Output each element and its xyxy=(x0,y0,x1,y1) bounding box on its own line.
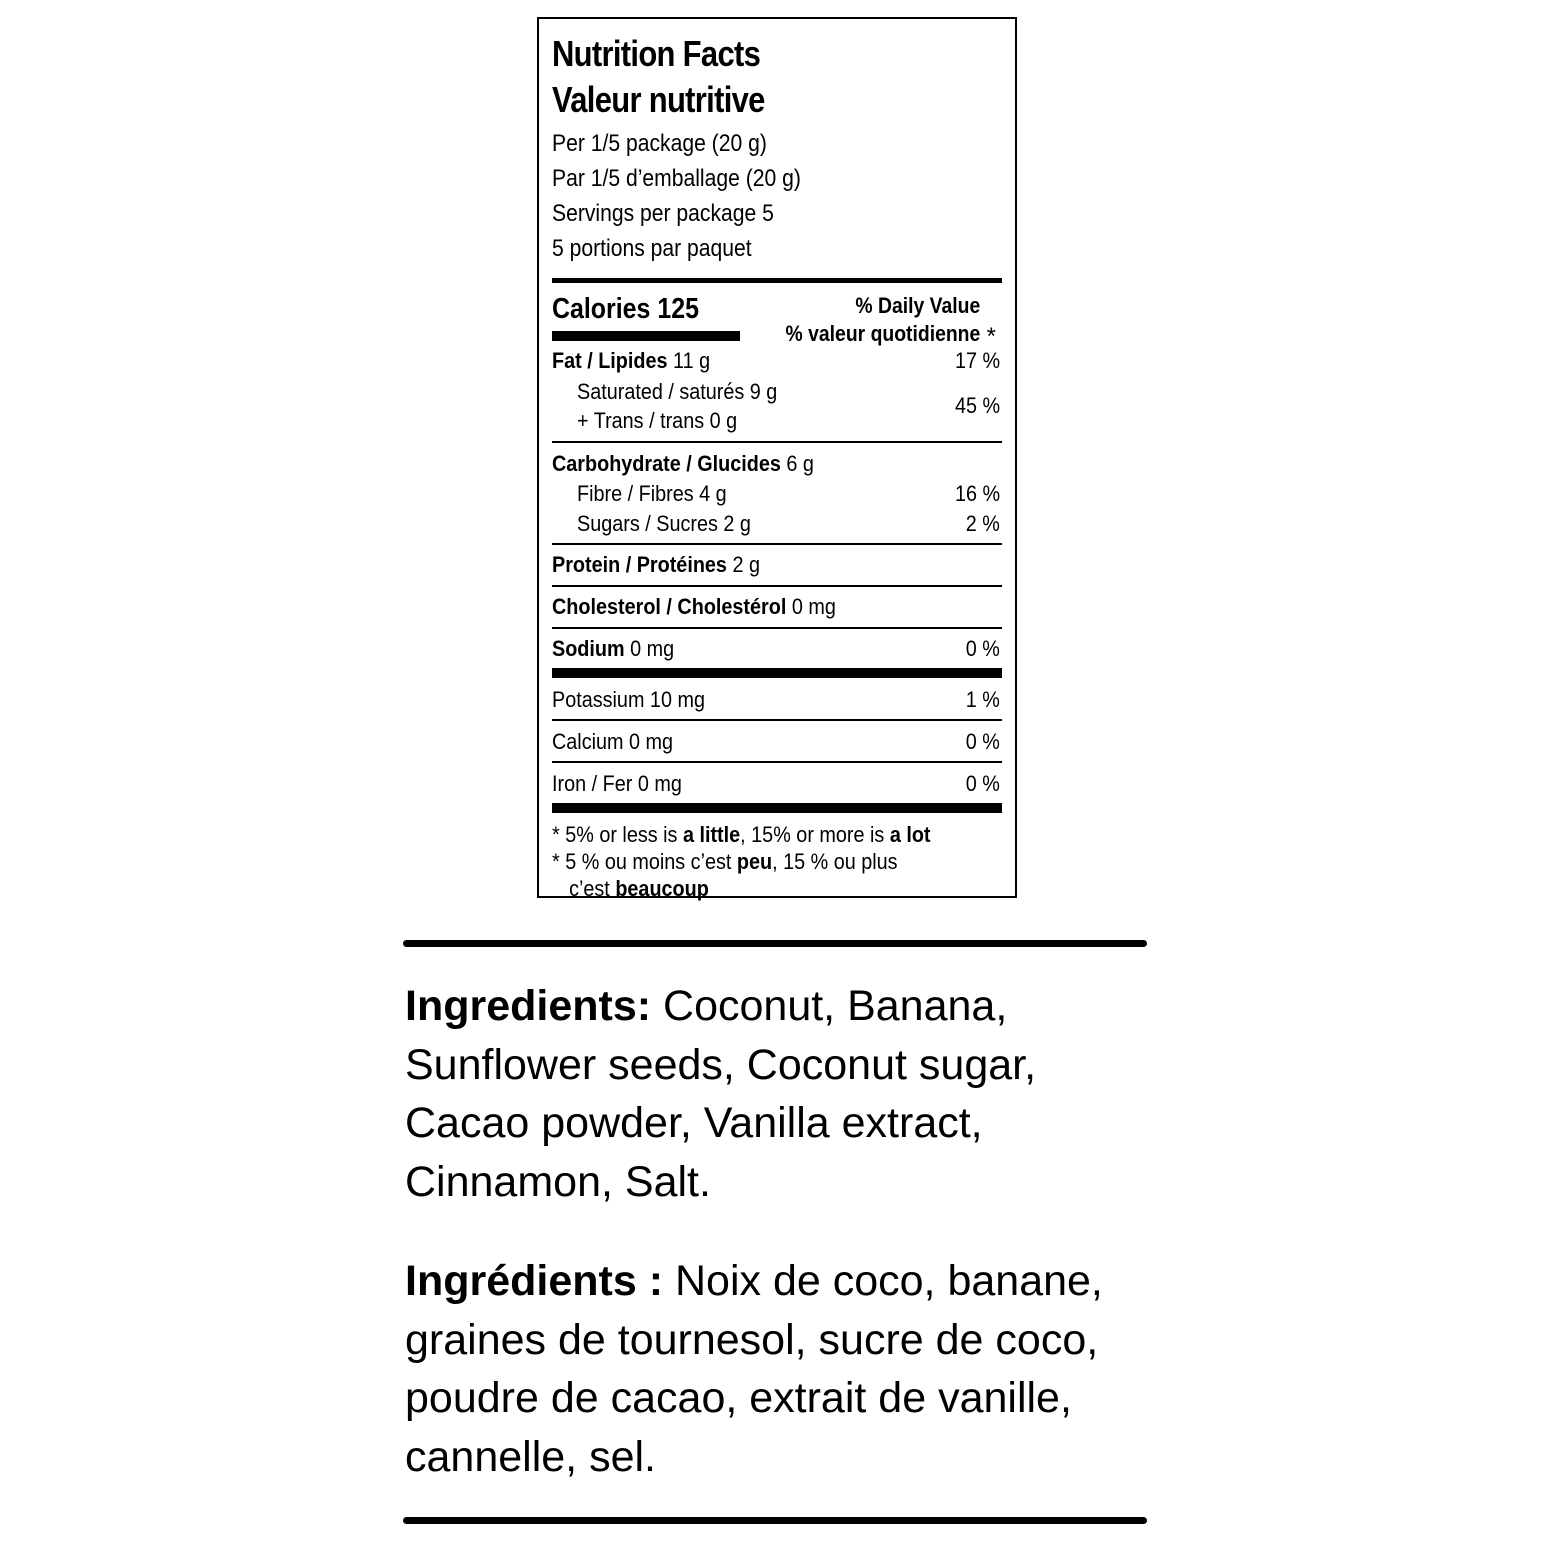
servings-per-package-en: Servings per package 5 xyxy=(552,200,774,227)
fat-label: Fat / Lipides xyxy=(552,348,668,373)
serving-size-fr: Par 1/5 d’emballage (20 g) xyxy=(552,165,801,192)
footnote xyxy=(552,821,1002,902)
ingredients-fr-text: Noix de coco, banane, graines de tournesol, sucre de coco, poudre de cacao, extrait de vanille, cannelle, sel. xyxy=(405,1257,1103,1481)
daily-value-fr: % valeur quotidienne xyxy=(785,321,980,346)
servings-per-package-fr: 5 portions par paquet xyxy=(552,235,752,262)
footnote-en-bold: a little xyxy=(682,822,741,847)
ingredients-en xyxy=(405,977,1165,1211)
fibre-label: Fibre / Fibres 4 g xyxy=(577,481,727,506)
protein-value: 2 g xyxy=(732,552,760,577)
potassium-label: Potassium 10 mg xyxy=(552,687,705,712)
footnote-en-part: , 15% or more is xyxy=(740,822,890,847)
fibre-row xyxy=(552,479,1002,509)
calories-bar xyxy=(552,331,740,341)
ingredients-fr-label: Ingrédients : xyxy=(405,1257,664,1305)
protein-label: Protein / Protéines xyxy=(552,552,727,577)
cholesterol-label: Cholesterol / Cholestérol xyxy=(552,594,787,619)
ingredients-en-text: Coconut, Banana, Sunflower seeds, Coconut sugar, Cacao powder, Vanilla extract, Cinnamon, Salt. xyxy=(405,982,1037,1206)
calcium-label: Calcium 0 mg xyxy=(552,729,674,754)
protein-label-group xyxy=(552,545,760,585)
footnote-fr-line2 xyxy=(552,875,957,902)
iron-row xyxy=(552,763,1002,803)
carb-label-group xyxy=(552,449,814,479)
footnote-fr-part: c’est xyxy=(569,876,616,901)
footnote-en-part: * 5% or less is xyxy=(552,822,683,847)
sodium-percent: 0 % xyxy=(965,636,1000,661)
title-fr: Valeur nutritive xyxy=(552,79,765,120)
potassium-row xyxy=(552,678,1002,719)
footnote-fr-bold: peu xyxy=(736,849,773,874)
daily-value-asterisk: * xyxy=(986,323,996,350)
ingredients-top-divider xyxy=(403,940,1147,947)
ingredients-fr xyxy=(405,1252,1165,1486)
divider-thick xyxy=(552,668,1002,678)
calories-label: Calories xyxy=(552,293,651,325)
ingredients-en-label: Ingredients: xyxy=(405,982,652,1030)
sodium-value: 0 mg xyxy=(630,636,675,661)
fat-value: 11 g xyxy=(673,348,711,373)
daily-value-header xyxy=(785,292,980,348)
trans-fat: + Trans / trans 0 g xyxy=(577,408,738,433)
sugars-label: Sugars / Sucres 2 g xyxy=(577,511,751,536)
potassium-percent: 1 % xyxy=(965,687,1000,712)
footnote-en xyxy=(552,821,957,848)
carbohydrate-row xyxy=(552,449,1002,479)
fat-percent: 17 % xyxy=(954,348,1000,373)
saturated-fat: Saturated / saturés 9 g xyxy=(577,379,778,404)
calories-value: 125 xyxy=(657,293,699,325)
title-en: Nutrition Facts xyxy=(552,33,761,74)
carbohydrate-value: 6 g xyxy=(786,451,814,476)
footnote-fr-part: , 15 % ou plus xyxy=(772,849,898,874)
nutrition-facts-panel xyxy=(537,17,1017,901)
sodium-label-group xyxy=(552,629,674,669)
protein-row xyxy=(552,545,1002,585)
sodium-row xyxy=(552,629,1002,668)
calories xyxy=(552,293,699,326)
ingredients-bottom-divider xyxy=(403,1517,1147,1524)
calcium-row xyxy=(552,721,1002,761)
footnote-fr xyxy=(552,848,957,875)
fat-row xyxy=(552,345,1002,377)
sugars-percent: 2 % xyxy=(965,511,1000,536)
cholesterol-row xyxy=(552,587,1002,627)
daily-value-en: % Daily Value xyxy=(855,293,980,318)
iron-percent: 0 % xyxy=(965,771,1000,796)
fat-label-group xyxy=(552,345,710,377)
footnote-en-bold: a lot xyxy=(889,822,931,847)
carbohydrate-label: Carbohydrate / Glucides xyxy=(552,451,781,476)
calories-row xyxy=(552,283,1002,350)
saturated-trans-percent: 45 % xyxy=(954,393,1000,418)
calcium-percent: 0 % xyxy=(965,729,1000,754)
serving-size-en: Per 1/5 package (20 g) xyxy=(552,130,767,157)
iron-label: Iron / Fer 0 mg xyxy=(552,771,682,796)
footnote-fr-bold: beaucoup xyxy=(615,876,709,901)
sodium-label: Sodium xyxy=(552,636,625,661)
fibre-percent: 16 % xyxy=(954,481,1000,506)
cholesterol-value: 0 mg xyxy=(791,594,836,619)
footnote-fr-part: * 5 % ou moins c’est xyxy=(552,849,737,874)
sugars-row xyxy=(552,509,1002,539)
cholesterol-label-group xyxy=(552,587,836,627)
saturated-trans-group xyxy=(552,377,1002,437)
